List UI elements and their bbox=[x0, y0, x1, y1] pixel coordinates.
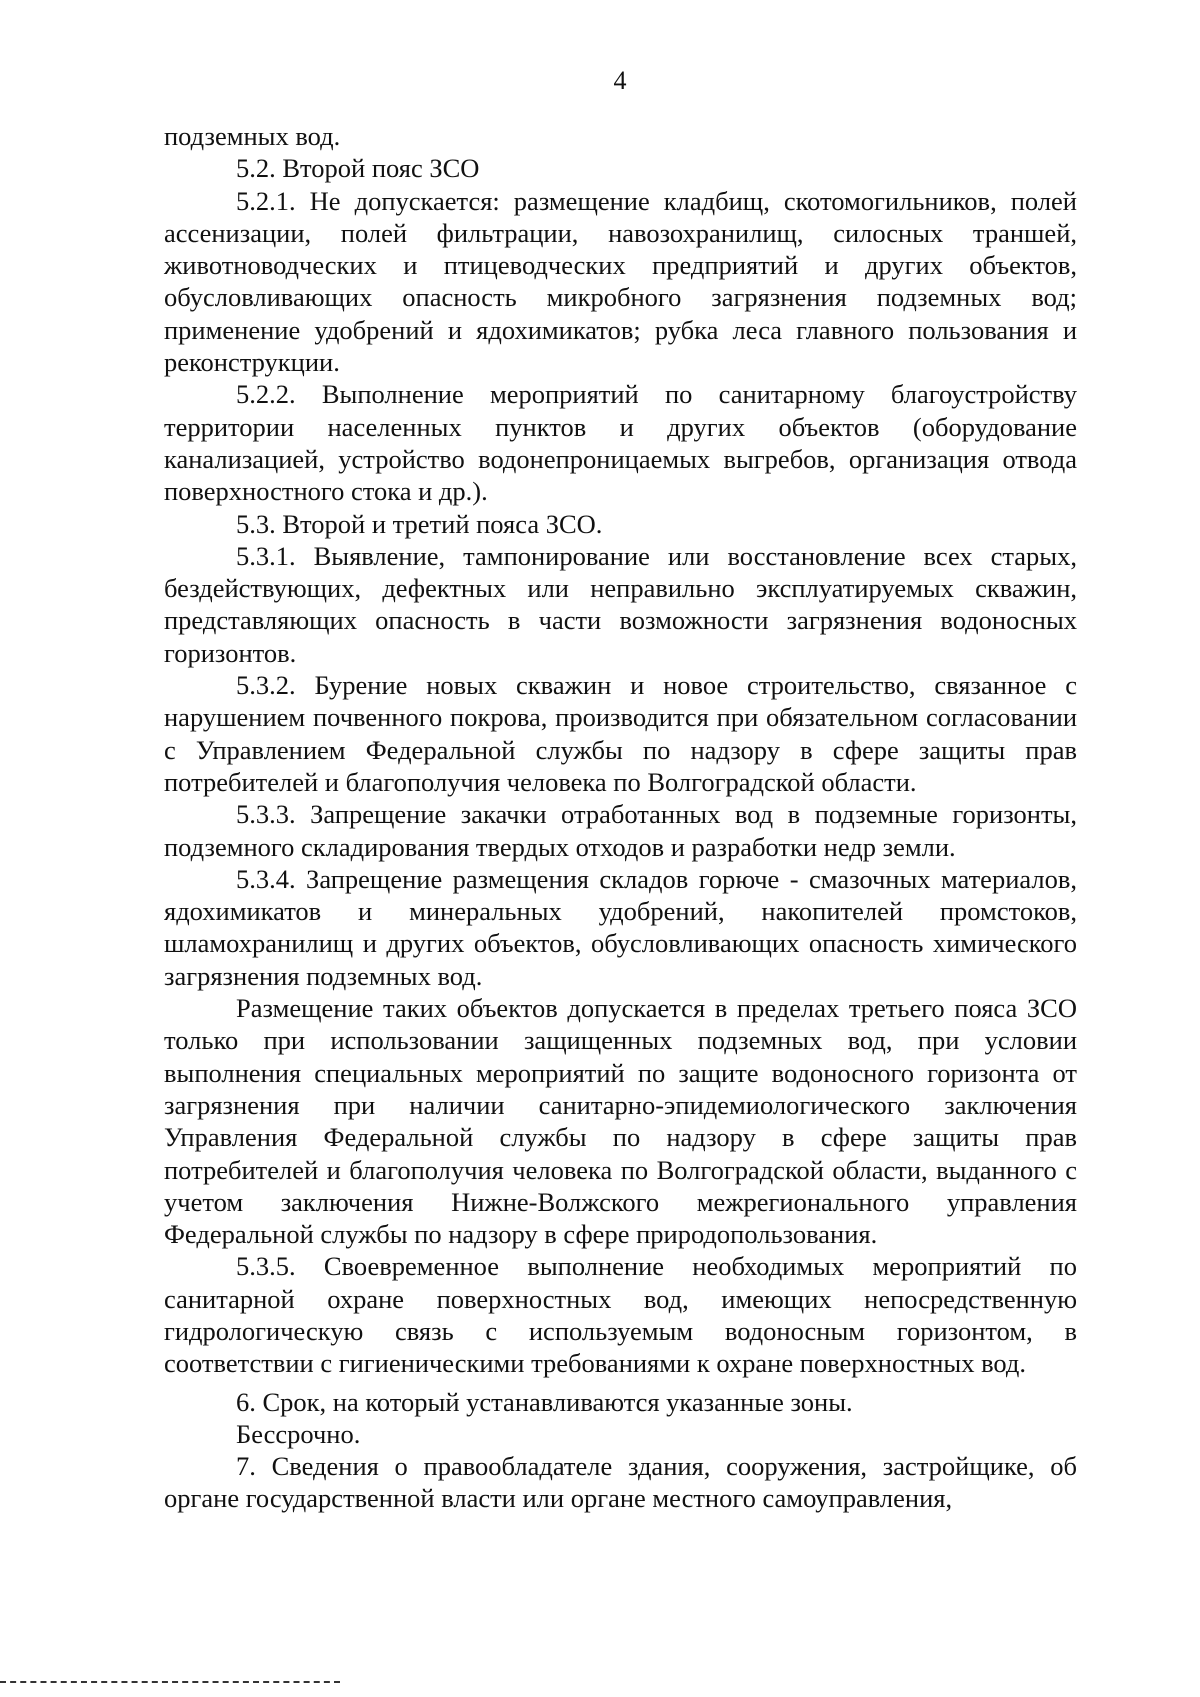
section-heading-5-2: 5.2. Второй пояс ЗСО bbox=[236, 153, 480, 184]
footer-divider bbox=[0, 1681, 340, 1683]
paragraph-continuation: подземных вод. bbox=[164, 121, 341, 151]
paragraph-5-2-2: 5.2.2. Выполнение мероприятий по санитарному благоустройству территории населенных пунктов и других объектов (оборудование канализацией, устройство водонепроницаемых выгребов, организация отвода поверхностного стока и др.). bbox=[164, 379, 1077, 507]
page-number: 4 bbox=[613, 66, 627, 95]
paragraph-5-3-1: 5.3.1. Выявление, тампонирование или восстановление всех старых, бездействующих, дефектных или неправильно эксплуатируемых скважин, представляющих опасность в части возможности загрязнения водоносных горизонтов. bbox=[164, 540, 1077, 668]
section-heading-7: 7. Сведения о правообладателе здания, сооружения, застройщике, об органе государственной власти или органе местного самоуправления, bbox=[164, 1451, 1077, 1514]
paragraph-5-2-1: 5.2.1. Не допускается: размещение кладбищ, скотомогильников, полей ассенизации, полей фильтрации, навозохранилищ, силосных траншей, животноводческих и птицеводческих предприятий и других объектов, обусловливающих опасность микробного загрязнения подземных вод; применение удобрений и ядохимикатов; рубка леса главного пользования и реконструкции. bbox=[164, 185, 1077, 378]
paragraph-placement-conditions: Размещение таких объектов допускается в пределах третьего пояса ЗСО только при использовании защищенных подземных вод, при условии выполнения специальных мероприятий по защите водоносного горизонта от загрязнения при наличии санитарно-эпидемиологического заключения Управления Федеральной службы по надзору в сфере защиты прав потребителей и благополучия человека по Волгоградской области, выданного с учетом заключения Нижне-Волжского межрегионального управления Федеральной службы по надзору в сфере природопользования. bbox=[164, 993, 1077, 1250]
paragraph-5-3-3: 5.3.3. Запрещение закачки отработанных вод в подземные горизонты, подземного складирования твердых отходов и разработки недр земли. bbox=[164, 799, 1077, 862]
paragraph-5-3-4: 5.3.4. Запрещение размещения складов горюче - смазочных материалов, ядохимикатов и минеральных удобрений, накопителей промстоков, шламохранилищ и других объектов, обусловливающих опасность химического загрязнения подземных вод. bbox=[164, 863, 1077, 991]
section-heading-5-3: 5.3. Второй и третий пояса ЗСО. bbox=[236, 508, 603, 539]
section-heading-6: 6. Срок, на который устанавливаются указанные зоны. bbox=[236, 1386, 853, 1417]
paragraph-5-3-5: 5.3.5. Своевременное выполнение необходимых мероприятий по санитарной охране поверхностных вод, имеющих непосредственную гидрологическую связь с используемым водоносным горизонтом, в соответствии с гигиеническими требованиями к охране поверхностных вод. bbox=[164, 1251, 1077, 1379]
paragraph-term-value: Бессрочно. bbox=[236, 1418, 361, 1449]
paragraph-5-3-2: 5.3.2. Бурение новых скважин и новое строительство, связанное с нарушением почвенного покрова, производится при обязательном согласовании с Управлением Федеральной службы по надзору в сфере защиты прав потребителей и благополучия человека по Волгоградской области. bbox=[164, 670, 1077, 797]
document-body bbox=[164, 120, 1077, 1515]
